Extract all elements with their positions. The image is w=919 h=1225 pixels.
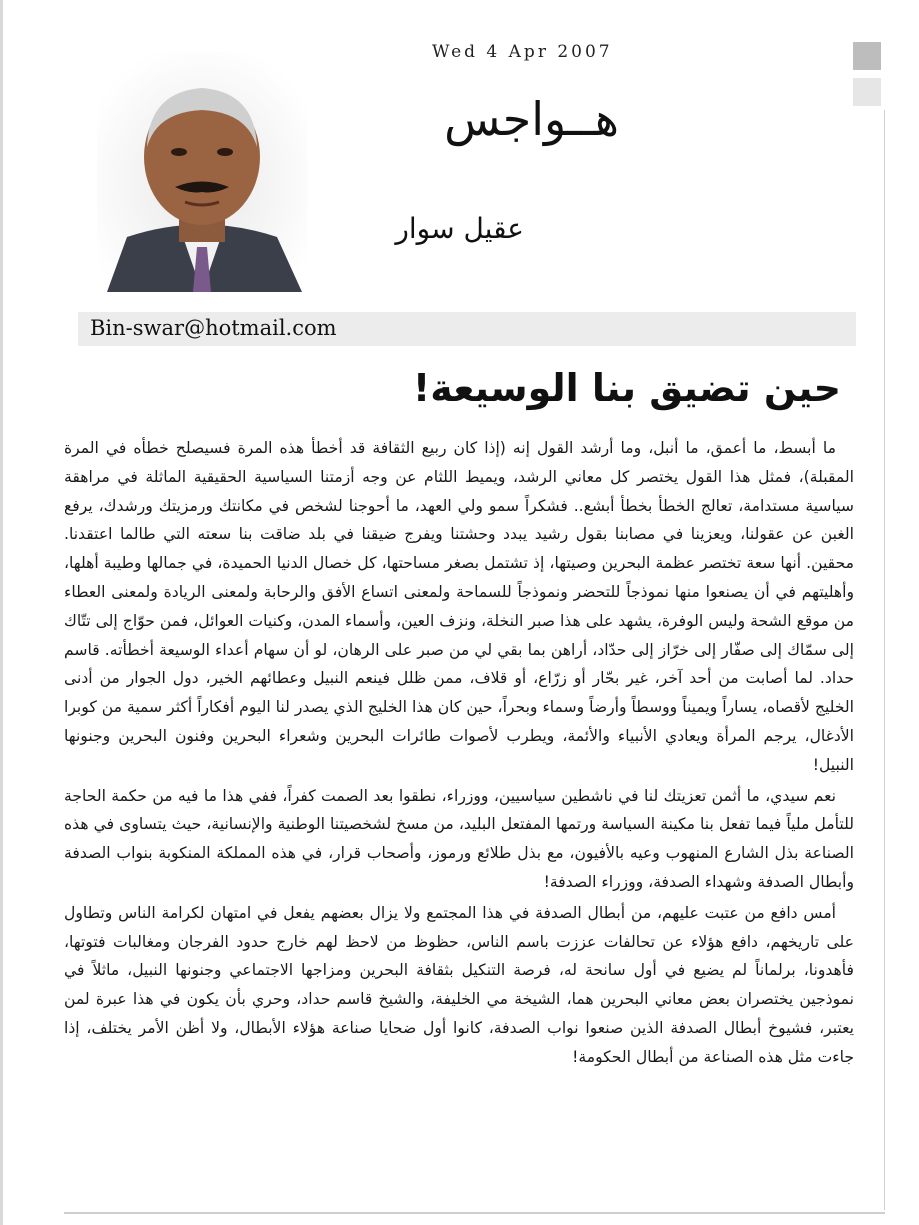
corner-square-dark — [853, 42, 881, 70]
publication-date: Wed 4 Apr 2007 — [432, 42, 613, 62]
author-photo — [97, 52, 307, 292]
author-name: عقيل سوار — [395, 212, 524, 245]
article-paragraph-1: ما أبسط، ما أعمق، ما أنبل، وما أرشد القول إنه (إذا كان ربيع الثقافة قد أخطأ هذه المرة فسيصلح خطأه في المرة المقبلة)، فمثل هذا القول يختصر كل معاني الرشد، ويميط اللثام عن وجه أزمتنا السياسية الحقيقية الماثلة في مراهقة سياسية مستدامة، تعالج الخطأ بخطأ أبشع.. فشكراً سمو ولي العهد، ما أحوجنا لشخص في مكانتك ورمزيتك ورشدك، يرفع الغبن عن عقولنا، ويعزينا في مصابنا بقول رشيد يبدد وحشتنا ويفرج ضيقنا في بلد ضاقت بنا سعته التي طالما اعتقدنا. محقين. أنها سعة تختصر عظمة البحرين وصيتها، إذ تشتمل بصغر مساحتها، كل خصال الدنيا الحميدة، في جمالها وطيبة أهلها، وأهليتهم في أن يصنعوا منها نموذجاً للتحضر ونموذجاً للسماحة ولمعنى اتساع الأفق والرحابة ولمعنى الريادة ولمعنى العطاء من موقع الشحة وليس الوفرة، يشهد على هذا صبر النخلة، ونزف العين، وأسماء المدن، وكنيات العوائل، فمن حوّاج إلى تتّاك إلى سمّاك إلى صفّار إلى خرّاز إلى حدّاد، أراهن بما بقي لي من صبر على الرهان، لو أن سهام أعداء الوسيعة أخطأته. قاسم حداد. لما أصابت من أحد آخر، غير بحّار أو زرّاع، أو قلاف، ممن ظلل فينعم النبيل وعطائهم الخير، دول الجوار من أدنى الخليج لأقصاه، يساراً ويميناً ووسطاً وأرضاً وسماء وبحراً، حين كان هذا الخليج الذي يصدر لنا اليوم أفكاراً أكثر سمية من كوبرا الأدغال، يرجم المرأة ويعادي الأنبياء والأئمة، ويطرب لأصوات طائرات البحرين وشعراء البحرين وفنون البحرين وجنونها النبيل! — [64, 439, 854, 774]
corner-square-light — [853, 78, 881, 106]
page-edge — [0, 0, 3, 1225]
article-paragraph-2: نعم سيدي، ما أثمن تعزيتك لنا في ناشطين سياسيين، ووزراء، نطقوا بعد الصمت كفراً، ففي هذا ما فيه من حكمة الحاجة للتأمل ملياً فيما تفعل بنا مكينة السياسة ورتمها المفتعل البليد، من مسخ لشخصيتنا الوطنية والإنسانية، حيث يتساوى في هذه الصناعة بذل الشارع المنهوب وعيه بالأفيون، مع بذل طلائع ورموز، وأصحاب قرار، في هذه المملكة المنكوبة بنواب الصدفة وأبطال الصدفة وشهداء الصدفة، ووزراء الصدفة! — [64, 786, 854, 891]
column-divider — [884, 110, 885, 1210]
article-paragraph-3: أمس دافع من عتبت عليهم، من أبطال الصدفة في هذا المجتمع ولا يزال بعضهم يفعل في امتهان لكرامة الناس وتطاول على تاريخهم، دافع هؤلاء عن تحالفات عززت باسم الناس، حظوظ من لاحظ لهم خارج حدود الفرجان ومغالبات فتوتها، فأهدونا، برلماناً لم يضيع في أول سانحة له، فرصة التنكيل بثقافة البحرين ومزاجها الاجتماعي وجنونها النبيل، ماثلاً في نموذجين يختصران بعض معاني البحرين هما، الشيخة مي الخليفة، والشيخ قاسم حداد، وحري بأن يكون في هذا عبرة لمن يعتبر، فشيوخ أبطال الصدفة الذين صنعوا نواب الصدفة، كانوا أول ضحايا صناعة هؤلاء الأبطال، ولا أظن الأمر يختلف، إذا جاءت مثل هذه الصناعة من أبطال الحكومة! — [64, 903, 854, 1066]
article-body — [64, 434, 854, 1072]
bottom-rule — [64, 1212, 885, 1214]
author-email: Bin-swar@hotmail.com — [90, 316, 337, 340]
article-headline: حين تضيق بنا الوسيعة! — [412, 366, 841, 410]
column-title: هــواجس — [444, 92, 619, 146]
